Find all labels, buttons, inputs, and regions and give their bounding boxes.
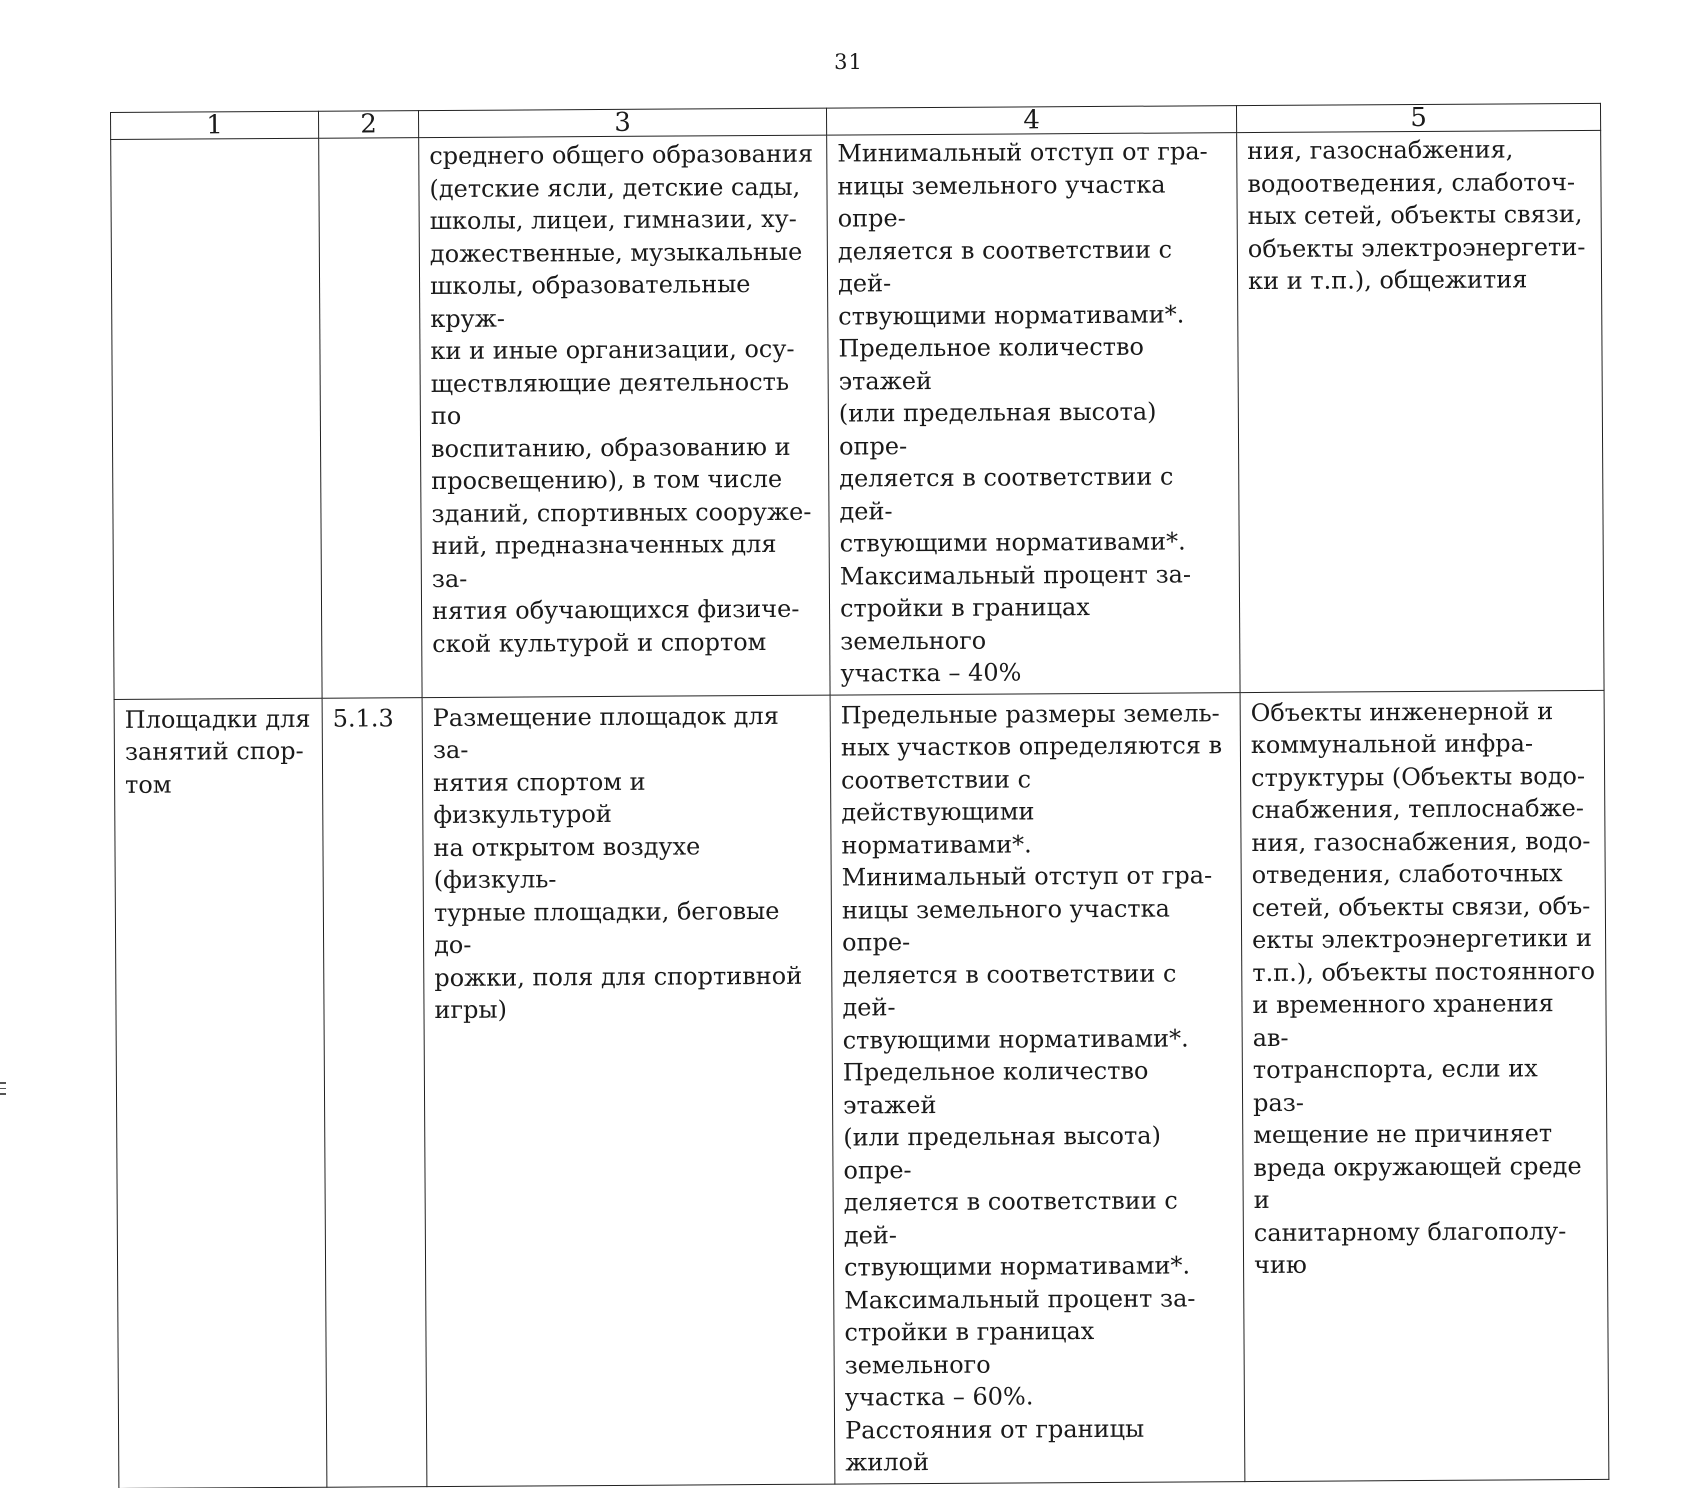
construction-parameters-cell: Минимальный отступ от гра- ницы земельного участка опре- деляется в соответствии с дей- ствующими нормативами*. Предельное количество этажей (или предельная высота) опре- деляется в соответствии с дей- ствующими нормативами*. Максимальный процент за- стройки в границах земельного участка – 40% xyxy=(827,133,1240,695)
scan-edge-marks xyxy=(0,1082,7,1099)
use-type-name-cell xyxy=(111,138,322,699)
land-use-table xyxy=(110,103,1609,1488)
column-header-4: 4 xyxy=(826,106,1236,136)
use-type-code-cell xyxy=(319,138,422,698)
column-header-2: 2 xyxy=(318,111,418,139)
auxiliary-uses-cell: ния, газоснабжения, водоотведения, слаботоч- ных сетей, объекты связи, объекты электроэнергети- ки и т.п.), общежития xyxy=(1237,130,1604,692)
auxiliary-uses-cell: Объекты инженерной и коммунальной инфра- структуры (Объекты водо- снабжения, теплоснабже- ния, газоснабжения, водо- отведения, слаботочных сетей, объекты связи, объ- екты электроэнергетики и т.п.), объекты постоянного и временного хранения ав- тотранспорта, если их раз- мещение не причиняет вреда окружающей среде и санитарному благополу- чию xyxy=(1240,690,1609,1481)
column-header-1: 1 xyxy=(111,111,319,139)
use-type-code-cell: 5.1.3 xyxy=(322,697,427,1487)
column-header-5: 5 xyxy=(1236,103,1600,132)
use-type-name-cell: Площадки для занятий спор- том xyxy=(114,698,327,1488)
table-row xyxy=(111,130,1604,699)
table-row xyxy=(114,690,1609,1488)
column-header-3: 3 xyxy=(418,108,826,137)
use-description-cell: Размещение площадок для за- нятия спортом и физкультурой на открытом воздухе (физкуль- турные площадки, беговые до- рожки, поля для спортивной игры) xyxy=(422,695,835,1486)
page-number: 31 xyxy=(834,50,863,74)
construction-parameters-cell: Предельные размеры земель- ных участков определяются в соответствии с действующими нормативами*. Минимальный отступ от гра- ницы земельного участка опре- деляется в соответствии с дей- ствующими нормативами*. Предельное количество этажей (или предельная высота) опре- деляется в соответствии с дей- ствующими нормативами*. Максимальный процент за- стройки в границах земельного участка – 60%. Расстояния от границы жилой xyxy=(830,692,1245,1483)
use-description-cell: среднего общего образования (детские ясли, детские сады, школы, лицеи, гимназии, ху- дожественные, музыкальные школы, образовательные круж- ки и иные организации, осу- ществляющие деятельность по воспитанию, образованию и просвещению), в том числе зданий, спортивных сооруже- ний, предназначенных для за- нятия обучающихся физиче- ской культурой и спортом xyxy=(419,135,830,697)
